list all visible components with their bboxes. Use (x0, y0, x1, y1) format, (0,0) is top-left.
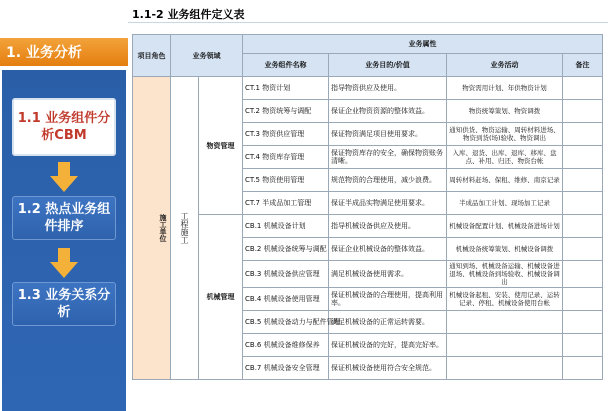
steps-panel (2, 70, 126, 411)
header-component-name: 业务组件名称 (243, 54, 329, 77)
purpose-cell: 保证机械设备使用符合安全规范。 (329, 357, 447, 380)
component-name-cell: CT.4 物资库存管理 (243, 146, 329, 169)
activity-cell: 机械设备统筹策划、机械设备调拨 (447, 238, 563, 261)
component-name-cell: CT.2 物资统筹与调配 (243, 100, 329, 123)
purpose-cell: 保证机械设备的完好，提高完好率。 (329, 334, 447, 357)
component-name-cell: CT.1 物资计划 (243, 77, 329, 100)
header-project-role: 项目角色 (133, 35, 171, 77)
activity-cell: 物资统筹策划、物资调拨 (447, 100, 563, 123)
remark-cell (563, 146, 603, 169)
purpose-cell: 满足机械设备的正常运转需要。 (329, 311, 447, 334)
purpose-cell: 保证半成品实物满足使用要求。 (329, 192, 447, 215)
activity-cell: 机械设备起租、安装、使用记录、运转记录、停租、机械设备使用台帐 (447, 288, 563, 311)
activity-cell (447, 311, 563, 334)
activity-cell: 半成品加工计划、现场加工记录 (447, 192, 563, 215)
activity-cell (447, 334, 563, 357)
business-domain-cell: 工程施工 (171, 77, 199, 380)
remark-cell (563, 123, 603, 146)
grid-line (128, 22, 608, 33)
purpose-cell: 保证企业机械设备的整体效益。 (329, 238, 447, 261)
component-name-cell: CT.5 物资使用管理 (243, 169, 329, 192)
remark-cell (563, 334, 603, 357)
header-purpose: 业务目的/价值 (329, 54, 447, 77)
component-name-cell: CB.5 机械设备动力与配件管理 (243, 311, 329, 334)
component-name-cell: CB.4 机械设备使用管理 (243, 288, 329, 311)
main-area (128, 0, 608, 411)
header-activity: 业务活动 (447, 54, 563, 77)
purpose-cell: 指导机械设备供应及使用。 (329, 215, 447, 238)
group-cell-machinery: 机械管理 (199, 215, 243, 380)
table-row (133, 215, 603, 238)
component-definition-table (132, 34, 603, 380)
remark-cell (563, 311, 603, 334)
remark-cell (563, 288, 603, 311)
group-cell-materials: 物资管理 (199, 77, 243, 215)
component-name-cell: CB.1 机械设备计划 (243, 215, 329, 238)
purpose-cell: 保证机械设备的合理使用，提高利用率。 (329, 288, 447, 311)
arrow-down-icon (50, 162, 78, 192)
remark-cell (563, 261, 603, 288)
activity-cell: 通知到场、机械设备运输、机械设备进退场、机械设备到场验收、机械设备调出 (447, 261, 563, 288)
activity-cell (447, 357, 563, 380)
remark-cell (563, 238, 603, 261)
purpose-cell: 保证物资满足项目使用要求。 (329, 123, 447, 146)
purpose-cell: 保证企业物资资源的整体效益。 (329, 100, 447, 123)
purpose-cell: 指导物资供应及使用。 (329, 77, 447, 100)
component-name-cell: CT.3 物资供应管理 (243, 123, 329, 146)
table-row (133, 77, 603, 100)
sidebar (0, 0, 128, 411)
activity-cell: 通知供货、物资运输、周转材料进场、物资到货(场)验收、物资调出 (447, 123, 563, 146)
remark-cell (563, 169, 603, 192)
activity-cell: 周转材料赶场、保租、维修、南京记录 (447, 169, 563, 192)
arrow-down-icon (50, 248, 78, 278)
activity-cell: 入库、退货、出库、退库、移库、盘点、补用、归还、物资台帐 (447, 146, 563, 169)
activity-cell: 物资需用计划、年供物资计划 (447, 77, 563, 100)
purpose-cell: 保证物资库存的安全，确保物资账务清晰。 (329, 146, 447, 169)
header-business-attr: 业务属性 (243, 35, 603, 54)
component-name-cell: CB.3 机械设备供应管理 (243, 261, 329, 288)
component-name-cell: CB.7 机械设备安全管理 (243, 357, 329, 380)
component-name-cell: CT.7 半成品加工管理 (243, 192, 329, 215)
header-remark: 备注 (563, 54, 603, 77)
remark-cell (563, 77, 603, 100)
step-business-component-analysis[interactable]: 1.1 业务组件分析CBM (12, 98, 116, 156)
purpose-cell: 满足机械设备使用需求。 (329, 261, 447, 288)
project-role-cell: 施工单位 (133, 77, 171, 380)
step-hot-component-ranking[interactable]: 1.2 热点业务组件排序 (12, 196, 116, 240)
remark-cell (563, 192, 603, 215)
component-name-cell: CB.2 机械设备统筹与调配 (243, 238, 329, 261)
activity-cell: 机械设备配置计划、机械设备进场计划 (447, 215, 563, 238)
purpose-cell: 规范物资的合理使用，减少浪费。 (329, 169, 447, 192)
section-title: 1. 业务分析 (0, 38, 128, 66)
remark-cell (563, 100, 603, 123)
table-title: 1.1-2 业务组件定义表 (132, 8, 245, 21)
remark-cell (563, 215, 603, 238)
remark-cell (563, 357, 603, 380)
header-business-domain: 业务领域 (171, 35, 243, 77)
step-business-relation-analysis[interactable]: 1.3 业务关系分析 (12, 282, 116, 326)
component-name-cell: CB.6 机械设备维修保养 (243, 334, 329, 357)
